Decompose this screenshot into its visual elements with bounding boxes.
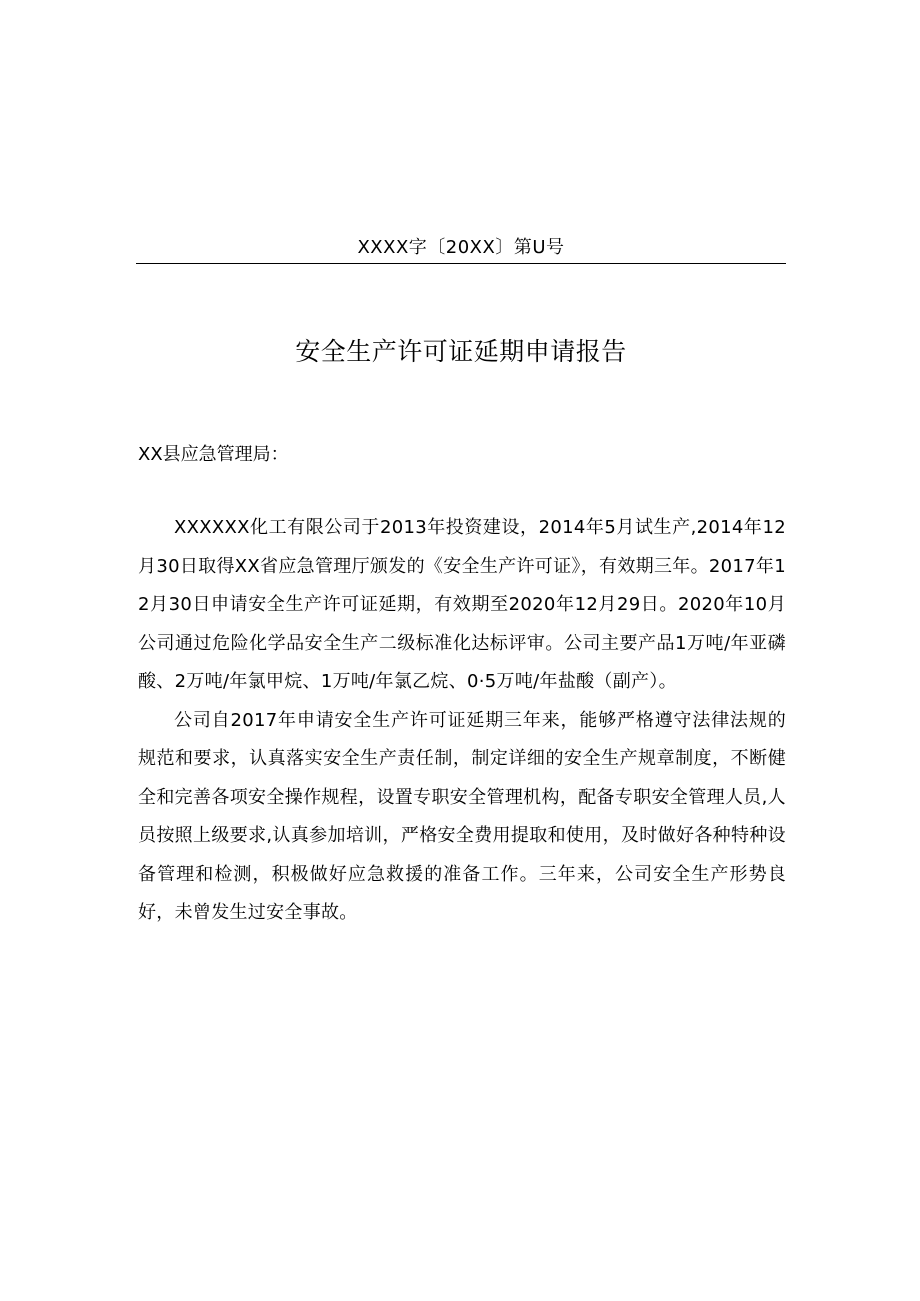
body-paragraph-2: 公司自2017年申请安全生产许可证延期三年来，能够严格遵守法律法规的规范和要求，认真落实安全生产责任制，制定详细的安全生产规章制度，不断健全和完善各项安全操作规程，设置专职安全管理机构，配备专职安全管理人员,人员按照上级要求,认真参加培训，严格安全费用提取和使用，及时做好各种特种设备管理和检测，积极做好应急救援的准备工作。三年来，公司安全生产形势良好，未曾发生过安全事故。: [138, 709, 786, 923]
body-paragraph-1: XXXXXX化工有限公司于2013年投资建设，2014年5月试生产,2014年12月30日取得XX省应急管理厅颁发的《安全生产许可证》，有效期三年。2017年12月30日申请安全生产许可证延期，有效期至2020年12月29日。2020年10月公司通过危险化学品安全生产二级标准化达标评审。公司主要产品1万吨/年亚磷酸、2万吨/年氯甲烷、1万吨/年氯乙烷、0·5万吨/年盐酸（副产）。: [138, 517, 786, 692]
document-body: [138, 509, 786, 933]
header-divider: [136, 263, 786, 264]
document-title: 安全生产许可证延期申请报告: [295, 337, 627, 366]
document-number: XXXX字〔20XX〕第U号: [357, 237, 565, 258]
recipient-line: XX县应急管理局：: [138, 444, 289, 465]
